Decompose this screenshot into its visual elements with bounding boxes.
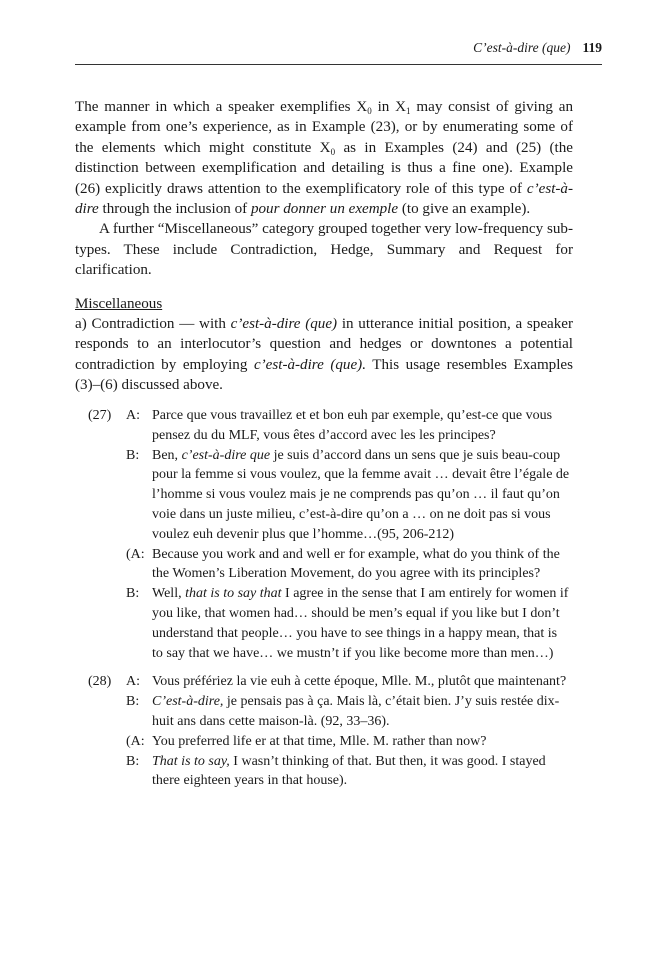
paragraph-miscellaneous-intro: A further “Miscellaneous” category grouped together very low-frequency sub-types. These include Contradiction, Hedge, Summary and Request for clarification. [75,221,573,279]
turn-text: I wasn’t thinking of that. But then, it was good. I stayed there eighteen years in that house). [152,753,546,789]
italic-term: C’est-à-dire, [152,694,224,710]
text-run: (to give an example). [398,201,531,218]
text-run: in X [371,99,407,115]
section-title: Miscellaneous [75,295,163,312]
turn-a-english [88,545,570,585]
italic-term: c’est-à-dire (que). [253,356,366,373]
speaker-label: A: [126,674,140,690]
example-number: (27) [88,408,112,423]
italic-term: pour donner un exemple [250,201,399,218]
turn-a-french [88,406,570,446]
text-run: This usage resembles Examples (3)–(6) discussed above. [75,356,573,394]
italic-term: c’est-à-dire [75,180,573,218]
speaker-label: B: [126,586,140,602]
paragraph-exemplification [75,97,573,219]
italic-term: c’est-à-dire que [181,447,271,463]
text-run: a) Contradiction — with [75,316,231,333]
text-run: through the inclusion of [98,201,251,218]
speaker-label: (A: [126,733,145,749]
subscript: 0 [367,106,372,116]
turn-text: Well, [152,586,186,602]
turn-text: Parce que vous travaillez et et bon euh par exemple, qu’est-ce que vous pensez du du MLF, vous êtes d’accord avec les les principes? [152,408,553,443]
page-number: 119 [582,40,602,55]
speaker-label: B: [126,447,140,463]
subscript: 1 [406,106,411,116]
italic-term: c’est-à-dire (que) [230,316,338,333]
text-run: as in Examples (24) and (25) (the distinction between exemplification and detailing is thus a fine one). Example (26) explicitly draws attention to the exemplificatory role of this type of [75,139,573,197]
speaker-label: (A: [126,546,145,562]
turn-text: je pensais pas à ça. Mais là, c’était bien. J’y suis restée dix-huit ans dans cette maison-là. (92, 33–36). [152,694,560,729]
italic-term: that is to say that [185,586,282,602]
speaker-label: B: [126,694,140,710]
example-27 [88,406,570,663]
turn-text: Vous préfériez la vie euh à cette époque, Mlle. M., plutôt que maintenant? [152,674,567,690]
turn-b-french [88,446,570,545]
turn-text: Ben, [152,447,182,463]
subscript: 0 [330,146,336,157]
turn-b-french [88,692,570,732]
turn-text: Because you work and and well er for example, what do you think of the the Women’s Liberation Movement, do you agree with its principles? [152,546,560,582]
turn-text: You preferred life er at that time, Mlle. M. rather than now? [152,733,487,749]
example-number: (28) [88,674,112,690]
examples-block [88,406,570,791]
example-spacer [88,663,570,672]
italic-term: That is to say, [152,753,230,769]
text-run: in utterance initial position, a speaker responds to an interlocutor’s question and hedges or downtones a potential contradiction by employing [75,316,574,373]
text-run: may consist of giving an example from one’s experience, as in Example (23), or by enumerating some of the elements which might constitute X [75,99,573,156]
turn-b-english [88,584,570,663]
running-title: C’est-à-dire (que) [473,40,571,55]
paragraph-contradiction [75,314,573,396]
speaker-label: A: [126,408,140,423]
text-run: The manner in which a speaker exemplifies X [75,99,368,115]
example-28 [88,672,570,791]
running-header [75,40,602,65]
body-text [75,97,573,396]
turn-a-english [88,732,570,752]
turn-b-english [88,752,570,792]
turn-text: je suis d’accord dans un sens que je suis beau-coup pour la femme si vous voulez, que la femme avait … devait être l’égale de l’homme si vous voulez mais je ne comprends pas qu’on … il faut qu’on voie dans un juste milieu, c’est-à-dire qu’on a … on ne doit pas si vous voulez euh devenir plus que l’homme…(95, 206-212) [152,447,570,542]
turn-text: I agree in the sense that I am entirely for women if you like, that women had… should be men’s equal if you like but I don’t understand that people… you have to see things in a happy mean, that is to say that we have… we mustn’t if you like become more than men…) [152,586,569,661]
turn-a-french [88,672,570,692]
speaker-label: B: [126,753,140,769]
